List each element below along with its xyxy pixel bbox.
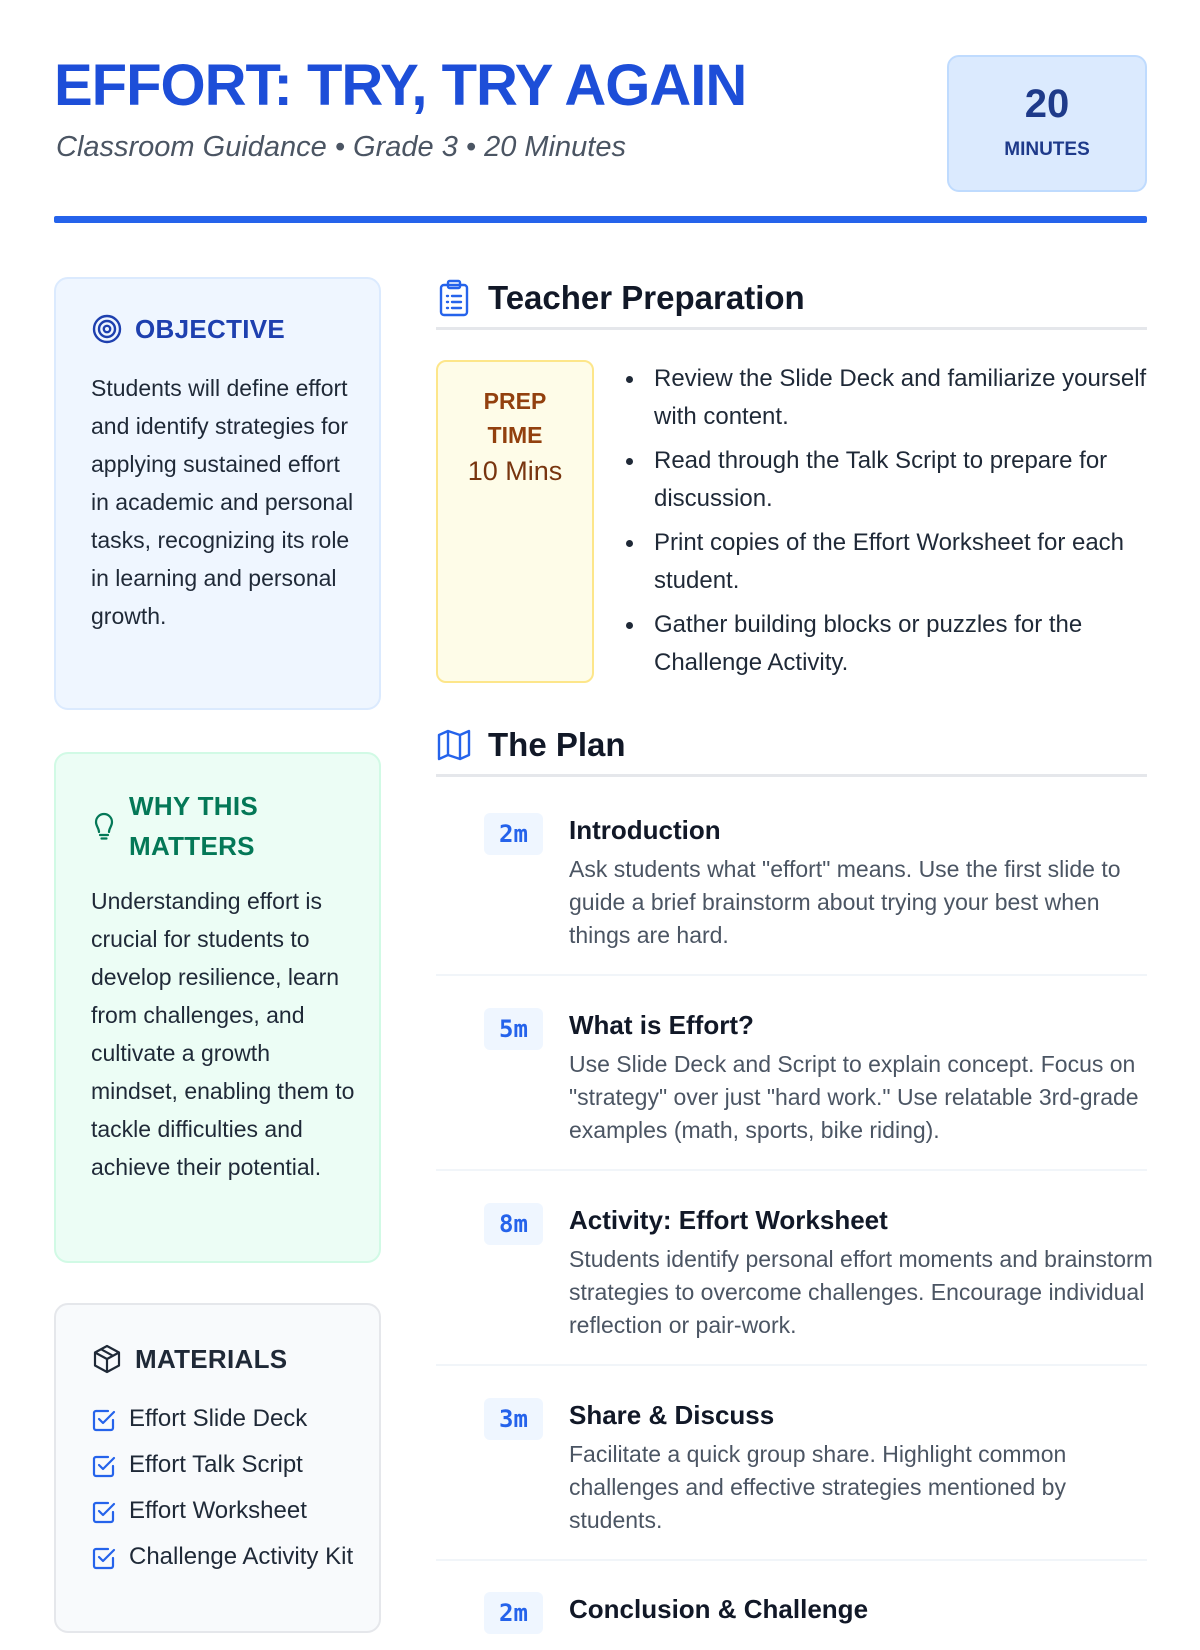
list-item [91, 1449, 361, 1481]
material-label: Effort Slide Deck [129, 1405, 308, 1432]
lightbulb-icon [91, 810, 117, 842]
page-subtitle: Classroom Guidance • Grade 3 • 20 Minutes [56, 131, 626, 163]
list-item: Read through the Talk Script to prepare for discussion. [634, 442, 1154, 518]
material-label: Effort Talk Script [129, 1451, 303, 1478]
checkbox-icon [91, 1453, 117, 1479]
step-description: Facilitate a quick group share. Highlight common challenges and effective strategies mentioned by students. [569, 1441, 1067, 1533]
why-title-line2: MATTERS [129, 831, 255, 861]
why-title-line1: WHY THIS [129, 791, 259, 821]
plan-step [436, 1590, 1147, 1650]
objective-title: OBJECTIVE [135, 314, 286, 344]
duration-value: 20 [1024, 82, 1070, 126]
materials-card [54, 1303, 381, 1633]
prep-list [634, 360, 1154, 688]
list-item [91, 1495, 361, 1527]
why-text: Understanding effort is crucial for students to develop resilience, learn from challenges, and cultivate a growth mindset, enabling them to tackle difficulties and achieve their potential. [91, 888, 355, 1180]
why-header [91, 786, 258, 866]
plan-step [436, 1396, 1147, 1561]
materials-title: MATERIALS [135, 1344, 288, 1374]
duration-label: MINUTES [1004, 139, 1090, 160]
header-divider [54, 216, 1147, 223]
step-description: Students identify personal effort moments and brainstorm strategies to overcome challenges. Encourage individual reflection or pair-work. [569, 1246, 1153, 1338]
step-duration: 2m [484, 1592, 543, 1634]
list-item: Print copies of the Effort Worksheet for each student. [634, 524, 1154, 600]
prep-time-badge [436, 360, 594, 683]
step-title: What is Effort? [569, 1010, 754, 1040]
step-duration: 8m [484, 1203, 543, 1245]
materials-list [91, 1403, 361, 1587]
map-icon [436, 727, 472, 763]
objective-text: Students will define effort and identify strategies for applying sustained effort in academic and personal tasks, recognizing its role in learning and personal growth. [91, 375, 354, 629]
why-title [129, 786, 258, 866]
target-icon [91, 313, 123, 345]
prep-section-title: Teacher Preparation [488, 279, 805, 316]
list-item: Gather building blocks or puzzles for the Challenge Activity. [634, 606, 1154, 682]
step-title: Share & Discuss [569, 1400, 775, 1430]
list-item [91, 1403, 361, 1435]
objective-card [54, 277, 381, 710]
materials-header [91, 1339, 287, 1379]
list-item [91, 1541, 361, 1573]
objective-header [91, 309, 285, 349]
step-duration: 5m [484, 1008, 543, 1050]
prep-time-label [438, 384, 592, 452]
step-title: Activity: Effort Worksheet [569, 1205, 888, 1235]
material-label: Effort Worksheet [129, 1497, 307, 1524]
plan-step [436, 811, 1147, 976]
page-header [54, 52, 1147, 222]
checkbox-icon [91, 1499, 117, 1525]
plan-section-header [436, 726, 1147, 777]
prep-section-header [436, 279, 1147, 330]
prep-label-line2: TIME [487, 422, 543, 448]
why-card [54, 752, 381, 1263]
step-duration: 2m [484, 813, 543, 855]
material-label: Challenge Activity Kit [129, 1543, 354, 1570]
step-description: Ask students what "effort" means. Use the first slide to guide a brief brainstorm about trying your best when things are hard. [569, 856, 1121, 948]
checkbox-icon [91, 1407, 117, 1433]
prep-time-value: 10 Mins [467, 456, 563, 486]
duration-badge [947, 55, 1147, 192]
plan-section-title: The Plan [488, 726, 626, 763]
list-item: Review the Slide Deck and familiarize yourself with content. [634, 360, 1154, 436]
checkbox-icon [91, 1545, 117, 1571]
step-duration: 3m [484, 1398, 543, 1440]
prep-label-line1: PREP [483, 388, 547, 414]
clipboard-icon [436, 279, 472, 317]
step-title: Conclusion & Challenge [569, 1594, 869, 1624]
plan-step [436, 1201, 1153, 1366]
step-description: Use Slide Deck and Script to explain concept. Focus on "strategy" over just "hard work." Use relatable 3rd-grade examples (math, sports, bike riding). [569, 1051, 1139, 1143]
step-title: Introduction [569, 815, 721, 845]
page-title: EFFORT: TRY, TRY AGAIN [54, 53, 747, 118]
package-icon [91, 1343, 123, 1375]
plan-step [436, 1006, 1147, 1171]
